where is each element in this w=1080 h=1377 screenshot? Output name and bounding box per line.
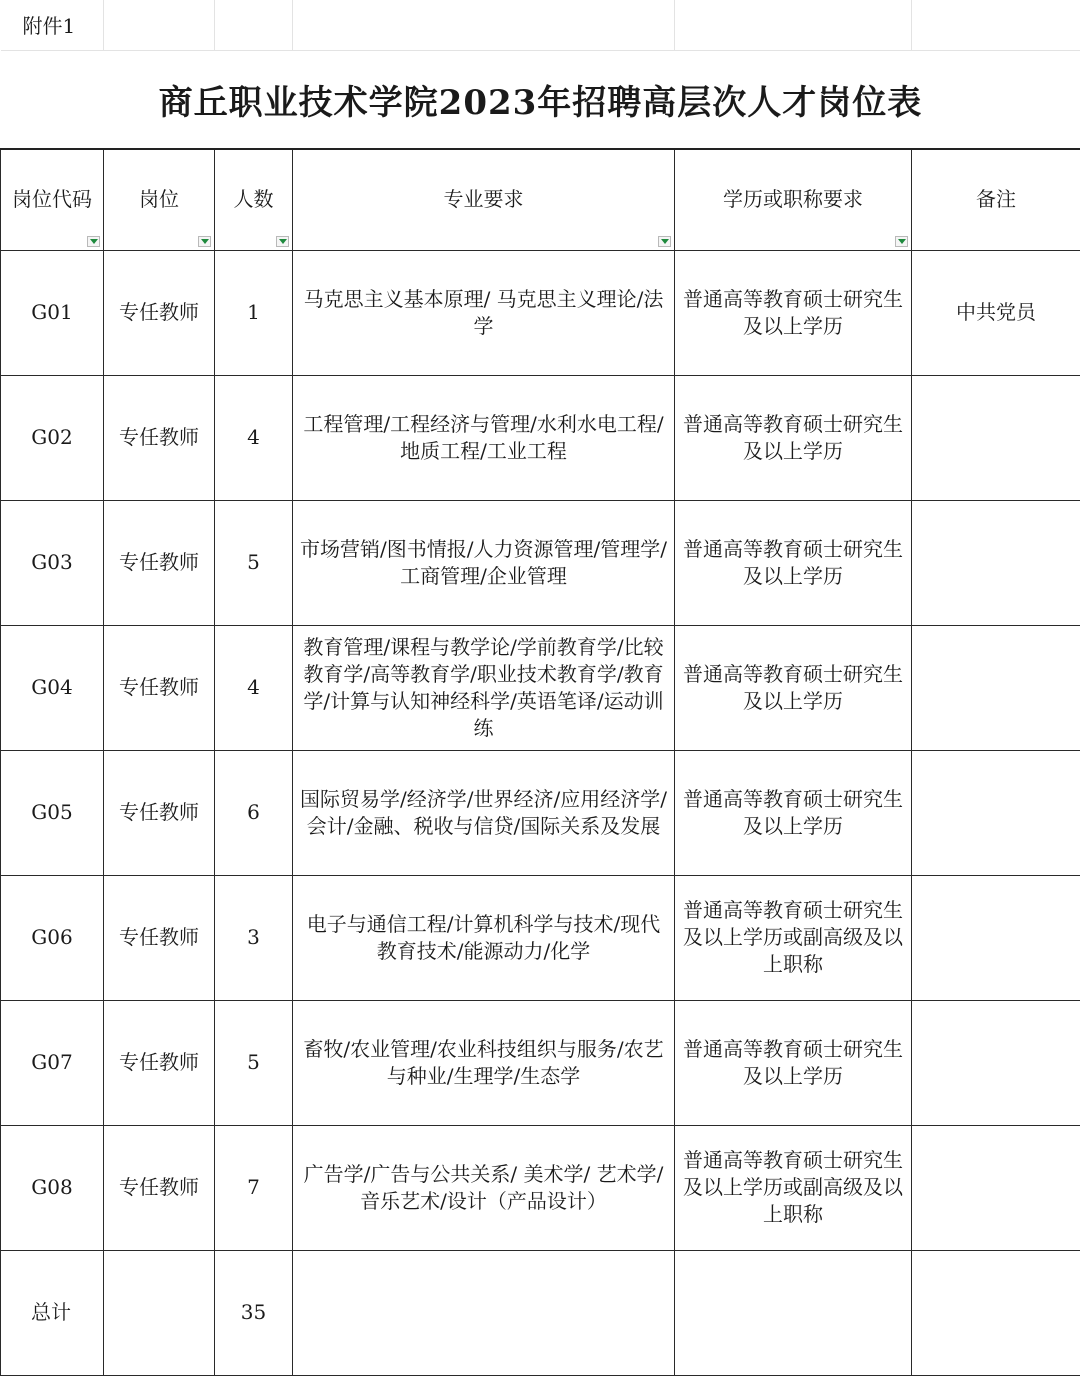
cell-position[interactable]: 专任教师	[104, 375, 215, 500]
cell-note[interactable]	[912, 625, 1080, 750]
total-position[interactable]	[104, 1250, 215, 1375]
cell-major[interactable]: 市场营销/图书情报/人力资源管理/管理学/工商管理/企业管理	[293, 500, 675, 625]
filter-dropdown-icon[interactable]	[198, 236, 211, 247]
total-count[interactable]: 35	[215, 1250, 293, 1375]
table-row	[1, 1000, 1080, 1125]
header-count[interactable]: 人数	[215, 149, 293, 250]
table-row	[1, 875, 1080, 1000]
cell-count[interactable]: 4	[215, 375, 293, 500]
cell-major[interactable]: 广告学/广告与公共关系/ 美术学/ 艺术学/音乐艺术/设计（产品设计）	[293, 1125, 675, 1250]
title-row	[1, 50, 1080, 149]
cell-position[interactable]: 专任教师	[104, 1000, 215, 1125]
filter-dropdown-icon[interactable]	[895, 236, 908, 247]
header-position[interactable]: 岗位	[104, 149, 215, 250]
cell-count[interactable]: 7	[215, 1125, 293, 1250]
cell-major[interactable]: 国际贸易学/经济学/世界经济/应用经济学/会计/金融、税收与信贷/国际关系及发展	[293, 750, 675, 875]
cell-code[interactable]: G05	[1, 750, 104, 875]
filter-dropdown-icon[interactable]	[276, 236, 289, 247]
annex-row	[1, 0, 1080, 50]
table-row	[1, 750, 1080, 875]
cell-code[interactable]: G01	[1, 250, 104, 375]
cell-note[interactable]	[912, 500, 1080, 625]
cell-note[interactable]: 中共党员	[912, 250, 1080, 375]
cell-count[interactable]: 4	[215, 625, 293, 750]
cell-major[interactable]: 畜牧/农业管理/农业科技组织与服务/农艺与种业/生理学/生态学	[293, 1000, 675, 1125]
cell-count[interactable]: 5	[215, 1000, 293, 1125]
total-major[interactable]	[293, 1250, 675, 1375]
cell-code[interactable]: G07	[1, 1000, 104, 1125]
cell-major[interactable]: 马克思主义基本原理/ 马克思主义理论/法学	[293, 250, 675, 375]
cell-count[interactable]: 5	[215, 500, 293, 625]
cell-major[interactable]: 电子与通信工程/计算机科学与技术/现代教育技术/能源动力/化学	[293, 875, 675, 1000]
filter-dropdown-icon[interactable]	[658, 236, 671, 247]
cell-major[interactable]: 工程管理/工程经济与管理/水利水电工程/地质工程/工业工程	[293, 375, 675, 500]
cell-major[interactable]: 教育管理/课程与教学论/学前教育学/比较教育学/高等教育学/职业技术教育学/教育学/计算与认知神经科学/英语笔译/运动训练	[293, 625, 675, 750]
cell-education[interactable]: 普通高等教育硕士研究生及以上学历或副高级及以上职称	[675, 875, 912, 1000]
annex-label: 附件1	[1, 0, 104, 50]
cell-education[interactable]: 普通高等教育硕士研究生及以上学历	[675, 250, 912, 375]
page-title: 商丘职业技术学院2023年招聘高层次人才岗位表	[1, 50, 1080, 149]
cell-education[interactable]: 普通高等教育硕士研究生及以上学历或副高级及以上职称	[675, 1125, 912, 1250]
total-note[interactable]	[912, 1250, 1080, 1375]
header-row	[1, 149, 1080, 250]
cell-note[interactable]	[912, 1125, 1080, 1250]
cell-position[interactable]: 专任教师	[104, 625, 215, 750]
cell-position[interactable]: 专任教师	[104, 250, 215, 375]
cell-count[interactable]: 6	[215, 750, 293, 875]
total-row	[1, 1250, 1080, 1375]
table-row	[1, 375, 1080, 500]
table-row	[1, 250, 1080, 375]
table-row	[1, 1125, 1080, 1250]
cell-note[interactable]	[912, 1000, 1080, 1125]
cell-code[interactable]: G02	[1, 375, 104, 500]
header-code[interactable]: 岗位代码	[1, 149, 104, 250]
cell-position[interactable]: 专任教师	[104, 750, 215, 875]
cell-count[interactable]: 1	[215, 250, 293, 375]
table-row	[1, 625, 1080, 750]
header-note[interactable]: 备注	[912, 149, 1080, 250]
cell-note[interactable]	[912, 875, 1080, 1000]
cell-note[interactable]	[912, 750, 1080, 875]
total-label[interactable]: 总计	[1, 1250, 104, 1375]
cell-position[interactable]: 专任教师	[104, 1125, 215, 1250]
cell-count[interactable]: 3	[215, 875, 293, 1000]
header-education[interactable]: 学历或职称要求	[675, 149, 912, 250]
cell-education[interactable]: 普通高等教育硕士研究生及以上学历	[675, 375, 912, 500]
cell-code[interactable]: G06	[1, 875, 104, 1000]
cell-position[interactable]: 专任教师	[104, 875, 215, 1000]
cell-code[interactable]: G03	[1, 500, 104, 625]
cell-position[interactable]: 专任教师	[104, 500, 215, 625]
cell-code[interactable]: G08	[1, 1125, 104, 1250]
cell-code[interactable]: G04	[1, 625, 104, 750]
header-major[interactable]: 专业要求	[293, 149, 675, 250]
cell-education[interactable]: 普通高等教育硕士研究生及以上学历	[675, 500, 912, 625]
total-education[interactable]	[675, 1250, 912, 1375]
cell-note[interactable]	[912, 375, 1080, 500]
cell-education[interactable]: 普通高等教育硕士研究生及以上学历	[675, 1000, 912, 1125]
table-row	[1, 500, 1080, 625]
cell-education[interactable]: 普通高等教育硕士研究生及以上学历	[675, 625, 912, 750]
data-table	[1, 149, 1080, 1375]
filter-dropdown-icon[interactable]	[87, 236, 100, 247]
cell-education[interactable]: 普通高等教育硕士研究生及以上学历	[675, 750, 912, 875]
